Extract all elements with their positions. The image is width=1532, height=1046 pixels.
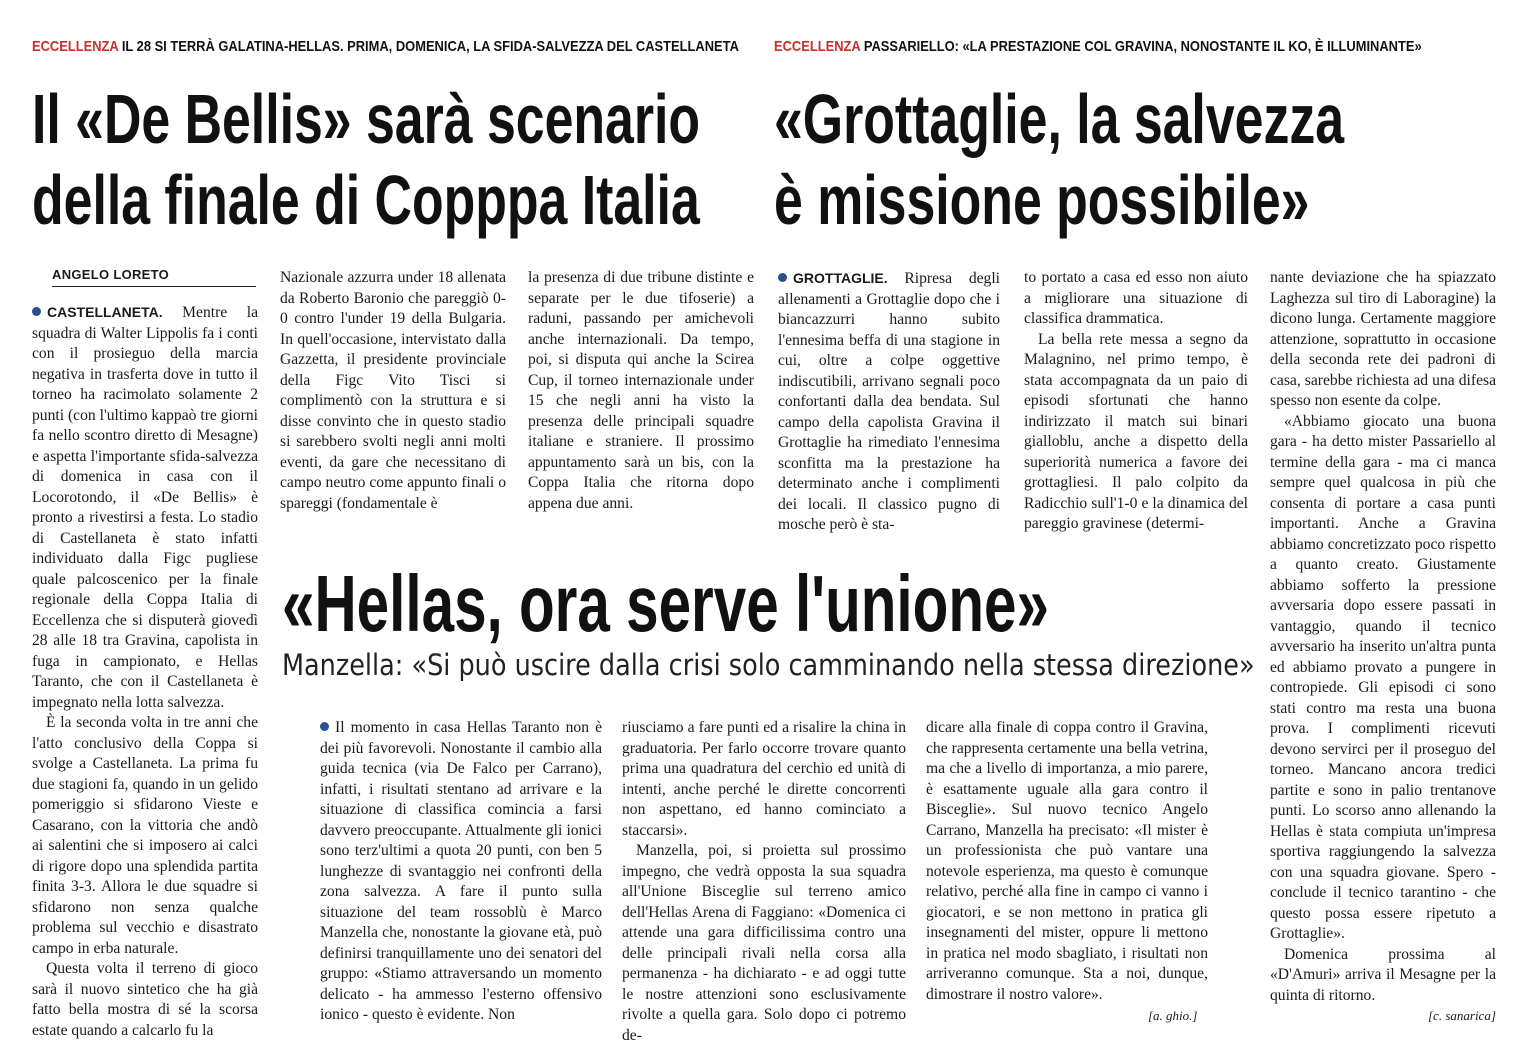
bottom-column-1 xyxy=(320,718,602,1026)
right-col2-p2: La bella rete messa a segno da Malagnino, nel primo tempo, è stata accompagnata da un paio di episodi sfortunati che hanno indirizzato il match sui binari gialloblu, anche a dispetto della superiorità numerica a favore dei grottagliesi. Il palo colpito da Radicchio sull'1-0 e la dinamica del pareggio gravinese (determi- xyxy=(1024,330,1248,532)
bottom-column-3 xyxy=(926,718,1208,1005)
right-kicker xyxy=(774,38,1422,55)
bottom-col2-p1: riusciamo a fare punti ed a risalire la china in graduatoria. Per farlo occorre trovare quanto prima una quadratura del cerchio ed unità di intenti, anche perché le dirette concorrenti non aspettano, ed hanno cominciato a staccarsi». xyxy=(622,719,906,839)
bottom-subheadline: Manzella: «Si può uscire dalla crisi solo camminando nella stessa direzione» xyxy=(282,648,1255,682)
left-col1-p1: Mentre la squadra di Walter Lippolis fa i conti con il prosieguo della marcia negativa in trasferta dove in tutto il torneo ha racimolato solamente 2 punti (con l'ultimo kappaò tre giorni fa nello scontro diretto di Mesagne) e aspetta l'importante sfida-salvezza di domenica in casa con il Locorotondo, il «De Bellis» è pronto a rivestirsi a festa. Lo stadio di Castellaneta è stato infatti individuato dalla Figc pugliese quale palcoscenico per la finale regionale della Coppa Italia di Eccellenza che si disputerà giovedì 28 alle 18 tra Gravina, capolista in fuga in campionato, e Hellas Taranto, che con il Castellaneta è impegnato nella lotta salvezza. xyxy=(32,304,258,711)
bottom-headline: «Hellas, ora serve l'unione» xyxy=(282,559,1049,648)
left-kicker-text: IL 28 SI TERRÀ GALATINA-HELLAS. PRIMA, DOMENICA, LA SFIDA-SALVEZZA DEL CASTELLANETA xyxy=(121,38,739,55)
right-column-3 xyxy=(1270,268,1496,1006)
left-location: CASTELLANETA. xyxy=(47,304,163,320)
left-column-2 xyxy=(280,268,506,514)
right-col2-p1: to portato a casa ed esso non aiuto a migliorare una situazione di classifica drammatica. xyxy=(1024,269,1248,327)
right-col3-p1: nante deviazione che ha spiazzato Laghezza sul tiro di Laboragine) la dicono lunga. Certamente maggiore attenzione, soprattutto in occasione della seconda rete dei padroni di casa, sarebbe richiesta ad una difesa spesso non esente da colpe. xyxy=(1270,269,1496,409)
bullet-dot-icon xyxy=(778,273,787,282)
right-headline-line1: «Grottaglie, la salvezza xyxy=(774,80,1345,158)
bottom-column-2 xyxy=(622,718,906,1046)
bullet-dot-icon xyxy=(320,722,329,731)
right-kicker-text: PASSARIELLO: «LA PRESTAZIONE COL GRAVINA, NONOSTANTE IL KO, È ILLUMINANTE» xyxy=(863,38,1422,55)
bottom-signature: [a. ghio.] xyxy=(1148,1008,1198,1023)
right-column-1 xyxy=(778,268,1000,536)
left-col2-p1: Nazionale azzurra under 18 allenata da Roberto Baronio che pareggiò 0-0 contro l'under 19 della Bulgaria. In quell'occasione, intervistato dalla Gazzetta, il presidente provinciale della Figc Vito Tisci si complimentò con la struttura e si disse convinto che in questo stadio si sarebbero svolti negli anni molti eventi, da gare che necessitano di campo neutro come appunto finali o spareggi (fondamentale è xyxy=(280,269,506,512)
left-column-3 xyxy=(528,268,754,514)
left-col1-p2: È la seconda volta in tre anni che l'atto conclusivo della Coppa si svolge a Castellaneta. La prima fu due stagioni fa, quando in un gelido pomeriggio si sfidarono Vieste e Casarano, con la vittoria che andò ai salentini che si imposero ai calci di rigore dopo una splendida partita finita 3-3. Allora le due squadre si sfidarono non senza qualche problema sul vecchio e disastrato campo in erba naturale. xyxy=(32,714,258,957)
bottom-col3-p1: dicare alla finale di coppa contro il Gravina, che rappresenta certamente una bella vetrina, ma che a livello di importanza, a mio parere, è esattamente uguale alla gara contro il Bisceglie». Sul nuovo tecnico Angelo Carrano, Manzella ha precisato: «Il mister è un professionista che può vantare una notevole esperienza, ma questo è comunque relativo, perché alla fine in campo ci vanno i giocatori, e se non mettono in pratica gli insegnamenti del mister, oppure li mettono in pratica nel modo sbagliato, i risultati non arriveranno comunque. Sta a noi, dunque, dimostrare il nostro valore». xyxy=(926,719,1208,1003)
left-headline-line2: della finale di Copppa Italia xyxy=(32,161,700,239)
right-location: GROTTAGLIE. xyxy=(793,270,888,286)
bullet-dot-icon xyxy=(32,307,41,316)
left-byline-rule xyxy=(52,286,256,287)
right-section-tag: ECCELLENZA xyxy=(774,38,861,55)
left-column-1 xyxy=(32,302,258,1041)
bottom-col1-p1: Il momento in casa Hellas Taranto non è dei più favorevoli. Nonostante il cambio alla guida tecnica (via De Falco per Carrano), infatti, i risultati stentano ad arrivare e la situazione di classifica comincia a farsi davvero preoccupante. Attualmente gli ionici sono terz'ultimi a quota 20 punti, con ben 5 lunghezze di svantaggio nei confronti della zona salvezza. A fare il punto sulla situazione del team rossoblù è Marco Manzella che, nonostante la giovane età, può definirsi tranquillamente uno dei senatori del gruppo: «Stiamo attraversando un momento delicato - ha ammesso l'esterno offensivo ionico - questo è evidente. Non xyxy=(320,719,602,1023)
right-col3-p3: Domenica prossima al «D'Amuri» arriva il Mesagne per la quinta di ritorno. xyxy=(1270,945,1496,1004)
bottom-col2-p2: Manzella, poi, si proietta sul prossimo impegno, che vedrà opposta la sua squadra all'Unione Bisceglie sul terreno amico dell'Hellas Arena di Faggiano: «Domenica ci attende una gara difficilissima contro una delle principali rivali nella corsa alla permanenza - ha dichiarato - e ad oggi tutte le nostre attenzioni sono esclusivamente rivolte a quella gara. Solo dopo ci potremo de- xyxy=(622,842,906,1044)
left-section-tag: ECCELLENZA xyxy=(32,38,119,55)
left-col1-p3: Questa volta il terreno di gioco sarà il nuovo sintetico che ha già fatto bella mostra di sé la scorsa estate quando a calcarlo fu la xyxy=(32,960,258,1039)
right-column-2 xyxy=(1024,268,1248,535)
left-byline: ANGELO LORETO xyxy=(52,267,170,282)
right-col1-p1: Ripresa degli allenamenti a Grottaglie dopo che i biancazzurri hanno subito l'ennesima beffa di una stagione in cui, oltre a colpe oggettive indiscutibili, arrivano segnali poco confortanti dalla dea bendata. Sul campo della capolista Gravina il Grottaglie ha rimediato l'ennesima sconfitta ma la prestazione ha determinato anche i complimenti dei locali. Il classico pugno di mosche però è sta- xyxy=(778,270,1000,533)
right-signature: [c. sanarica] xyxy=(1428,1008,1496,1023)
left-kicker xyxy=(32,38,739,55)
right-headline-line2: è missione possibile» xyxy=(774,161,1310,239)
left-headline-line1: Il «De Bellis» sarà scenario xyxy=(32,80,701,158)
left-col3-p1: la presenza di due tribune distinte e separate per le due tifoserie) a raduni, passando per amichevoli anche internazionali. Da tempo, poi, si disputa qui anche la Scirea Cup, il torneo internazionale under 15 che negli anni ha visto la presenza delle principali squadre italiane e straniere. Il prossimo appuntamento sarà un bis, con la Coppa Italia che ritorna dopo appena due anni. xyxy=(528,269,754,512)
right-col3-p2: «Abbiamo giocato una buona gara - ha detto mister Passariello al termine della gara - ma ci manca sempre quel qualcosa in più che consenta di portare a casa punti importanti. Anche a Gravina abbiamo concretizzato poco rispetto a quanto creato. Giustamente abbiamo sofferto la pressione avversaria dopo essere passati in vantaggio, quando il tecnico avversario ha inserito un'altra punta ed abbiamo provato a pungere in contropiede. Gli episodi ci sono stati contro ma resta una buona prova. I complimenti ricevuti devono servirci per il proseguo del torneo. Mancano ancora tredici partite e sono in palio trentanove punti. Lo scorso anno allenando la Hellas è stata compiuta un'impresa sportiva raggiungendo la salvezza con una squadra giovane. Spero - conclude il tecnico tarantino - che questo possa essere ripetuto a Grottaglie». xyxy=(1270,412,1496,942)
